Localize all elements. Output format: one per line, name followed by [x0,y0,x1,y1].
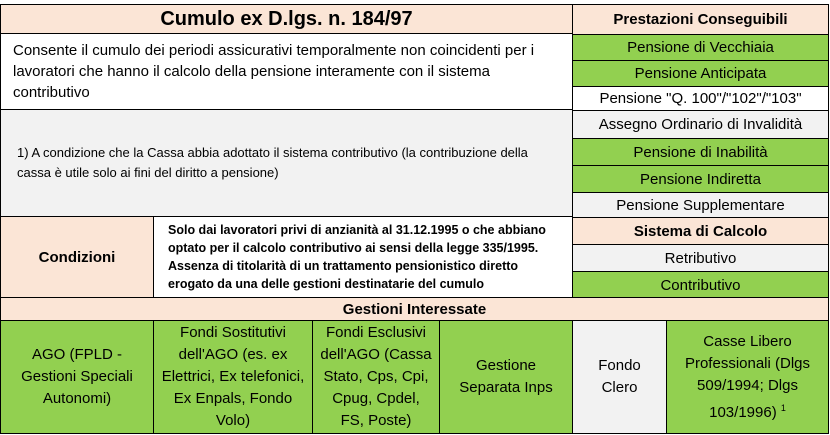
casse-professionali-label: Casse Libero Professionali (Dlgs 509/1994; Dlgs 103/1996) [684,332,811,421]
prestazione-indiretta: Pensione Indiretta [572,165,829,193]
prestazione-supplementare: Pensione Supplementare [572,192,829,218]
sistema-header: Sistema di Calcolo [572,217,829,245]
footnote-marker: 1 [780,402,786,413]
prestazione-invalidita: Assegno Ordinario di Invalidità [572,110,829,139]
prestazione-inabilita: Pensione di Inabilità [572,138,829,166]
sistema-contributivo: Contributivo [572,271,829,299]
footnote-text: 1) A condizione che la Cassa abbia adottato il sistema contributivo (la contribuzione della cassa è utile solo ai fini del diritto a pensione) [0,109,573,217]
casse-professionali-text [673,331,822,424]
sistema-retributivo: Retributivo [572,244,829,272]
gestione-fondi-sostitutivi: Fondi Sostitutivi dell'AGO (es. ex Elettrici, Ex telefonici, Ex Enpals, Fondo Volo) [153,320,313,434]
prestazione-vecchiaia: Pensione di Vecchiaia [572,34,829,61]
condizioni-label: Condizioni [0,216,154,298]
gestione-casse-professionali [666,320,829,434]
gestioni-header: Gestioni Interessate [0,297,829,321]
gestione-separata: Gestione Separata Inps [439,320,573,434]
prestazione-anticipata: Pensione Anticipata [572,60,829,87]
table-title: Cumulo ex D.lgs. n. 184/97 [0,4,573,34]
gestione-ago: AGO (FPLD - Gestioni Speciali Autonomi) [0,320,154,434]
gestione-fondo-clero: Fondo Clero [572,320,667,434]
description-text: Consente il cumulo dei periodi assicurativi temporalmente non coincidenti per i lavoratori che hanno il calcolo della pensione interamente con il sistema contributivo [0,33,573,110]
prestazioni-header: Prestazioni Conseguibili [572,4,829,35]
prestazione-quota: Pensione "Q. 100"/"102"/"103" [572,86,829,111]
condizioni-text: Solo dai lavoratori privi di anzianità al 31.12.1995 o che abbiano optato per il calcolo contributivo ai sensi della legge 335/1995. Assenza di titolarità di un trattamento pensionistico diretto erogato da una delle gestioni destinatarie del cumulo [153,216,573,298]
gestione-fondi-esclusivi: Fondi Esclusivi dell'AGO (Cassa Stato, Cps, Cpi, Cpug, Cpdel, FS, Poste) [312,320,440,434]
